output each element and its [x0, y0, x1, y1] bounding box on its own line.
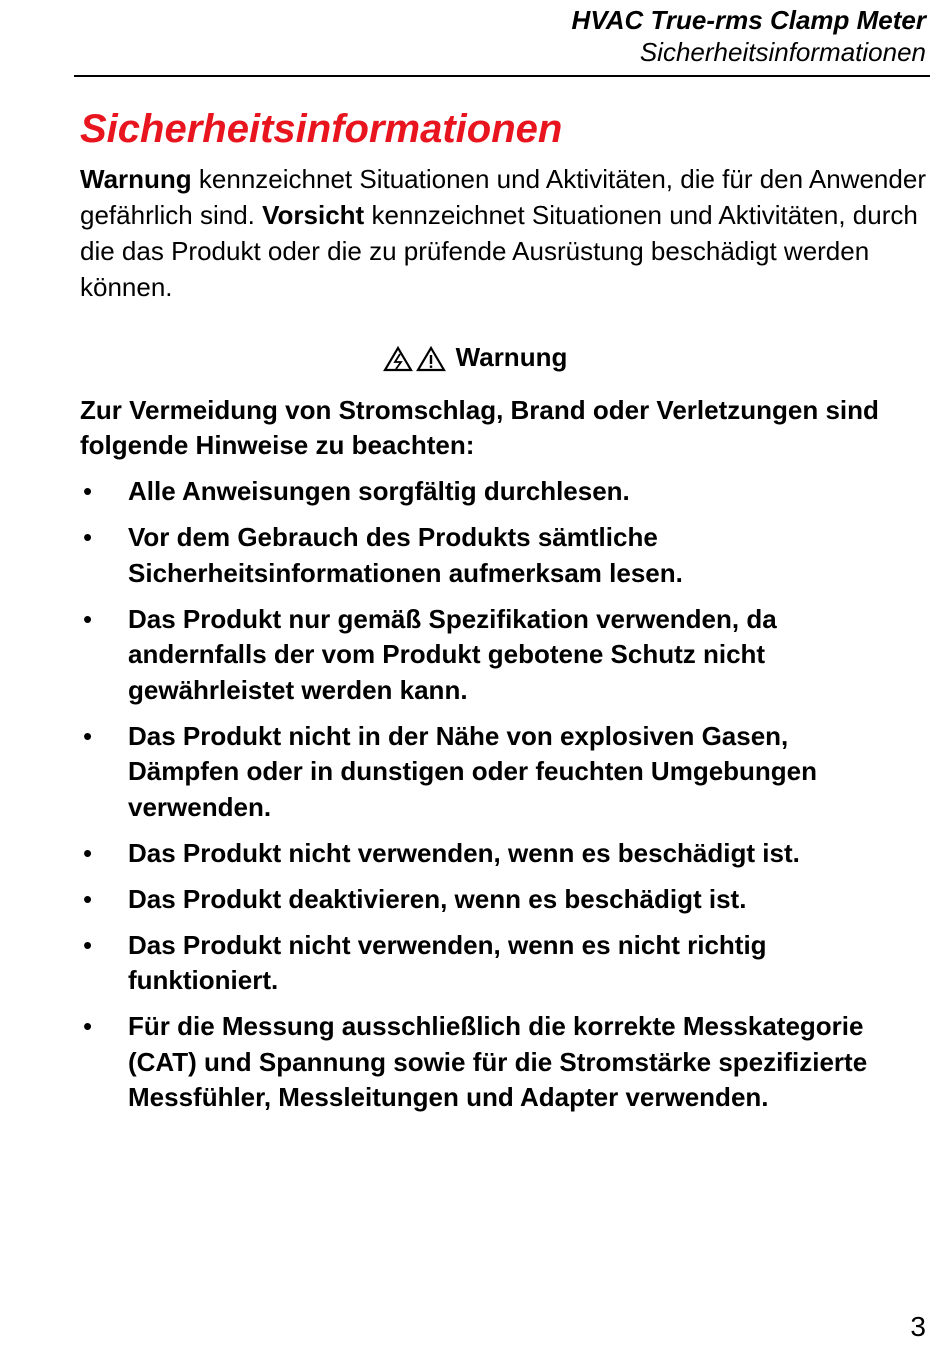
warning-list [80, 474, 880, 1126]
caution-definition: kennzeichnet Situationen und Aktivitäten, durch die das Produkt oder die zu prüfende Ausrüstung beschädigt werden können. [80, 200, 918, 302]
list-item-text: Das Produkt nur gemäß Spezifikation verwenden, da andernfalls der vom Produkt gebotene Schutz nicht gewährleistet werden kann. [128, 603, 777, 705]
list-item [80, 882, 880, 918]
bullet: • [83, 1011, 93, 1041]
header-subtitle: Sicherheitsinformationen [639, 37, 926, 67]
list-item-text: Das Produkt nicht verwenden, wenn es beschädigt ist. [128, 837, 800, 868]
warning-heading-label: Warnung [455, 342, 568, 372]
list-item [80, 836, 880, 872]
section-title: Sicherheitsinformationen [80, 107, 563, 151]
list-item [80, 474, 880, 510]
header-divider [74, 75, 930, 77]
list-item-text: Vor dem Gebrauch des Produkts sämtliche Sicherheitsinformationen aufmerksam lesen. [128, 522, 683, 588]
list-item-text: Das Produkt nicht in der Nähe von explosiven Gasen, Dämpfen oder in dunstigen oder feuchten Umgebungen verwenden. [128, 720, 818, 822]
warning-icon [416, 346, 446, 372]
list-item-text: Das Produkt nicht verwenden, wenn es nicht richtig funktioniert. [128, 929, 767, 995]
list-item [80, 928, 880, 999]
warning-heading [0, 339, 950, 375]
warning-term: Warnung [80, 164, 192, 194]
list-item [80, 602, 880, 709]
list-item-text: Für die Messung ausschließlich die korrekte Messkategorie (CAT) und Spannung sowie für die Stromstärke spezifizierte Messfühler, Messleitungen und Adapter verwenden. [128, 1011, 868, 1112]
list-item [80, 719, 880, 826]
bullet: • [83, 929, 93, 960]
bullet: • [83, 603, 93, 634]
warning-symbols [383, 346, 446, 372]
header-title: HVAC True-rms Clamp Meter [571, 5, 926, 35]
running-header [572, 4, 926, 68]
bullet: • [83, 720, 93, 751]
electrical-hazard-icon [383, 346, 413, 372]
page-number: 3 [910, 1311, 926, 1342]
bullet: • [83, 883, 93, 914]
bullet: • [83, 837, 93, 868]
list-item-text: Alle Anweisungen sorgfältig durchlesen. [128, 476, 630, 506]
list-item-text: Das Produkt deaktivieren, wenn es beschädigt ist. [128, 883, 747, 914]
bullet: • [83, 476, 93, 506]
warning-definition: kennzeichnet Situationen und Aktivitäten, die für den Anwender gefährlich sind. [80, 164, 926, 230]
intro-paragraph [80, 161, 930, 305]
caution-term: Vorsicht [262, 200, 365, 230]
warning-lead: Zur Vermeidung von Stromschlag, Brand oder Verletzungen sind folgende Hinweise zu beachten: [80, 395, 879, 460]
list-item [80, 1009, 880, 1116]
list-item [80, 520, 880, 591]
bullet: • [83, 522, 93, 552]
